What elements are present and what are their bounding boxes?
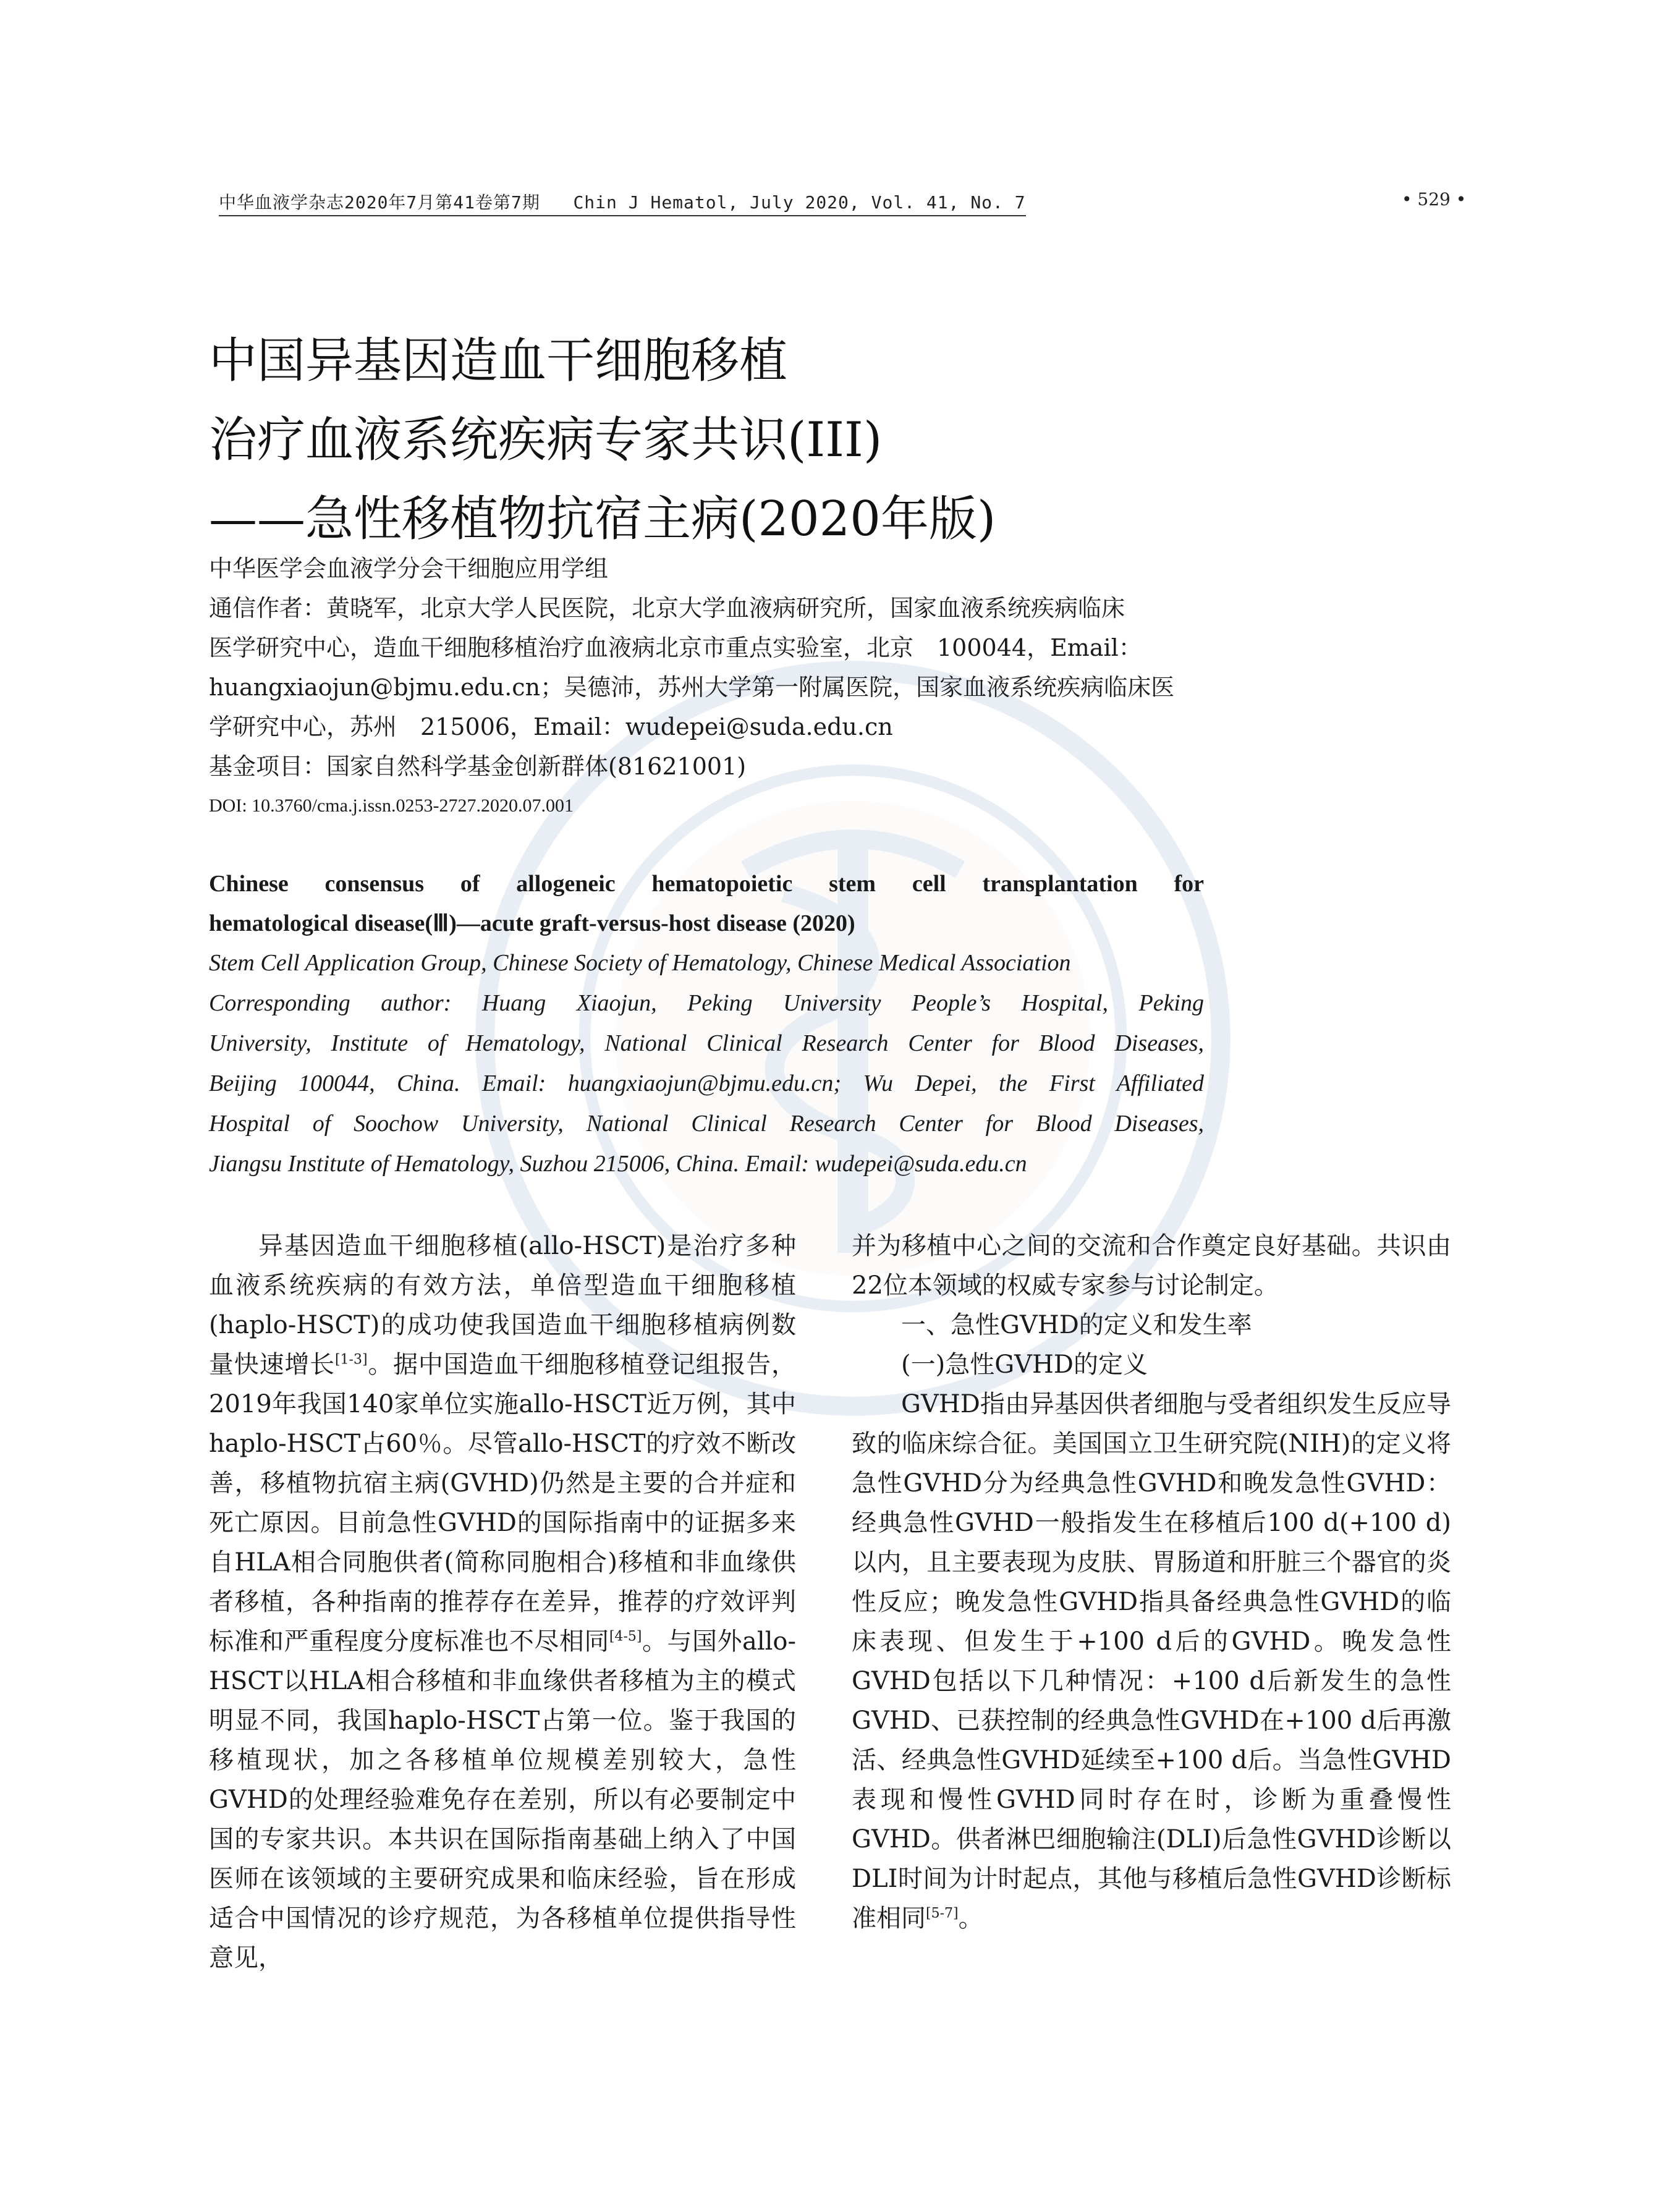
definition-paragraph xyxy=(852,1384,1451,1938)
corresponding-line-4: 学研究中心，苏州 215006，Email：wudepei@suda.edu.cn xyxy=(209,713,893,740)
funding: 基金项目：国家自然科学基金创新群体(81621001) xyxy=(209,753,747,780)
running-header-rule xyxy=(219,215,1026,216)
article-title xyxy=(209,321,1260,559)
english-corr-line-5: Jiangsu Institute of Hematology, Suzhou 215006, China. Email: wudepei@suda.edu.cn xyxy=(209,1151,1027,1177)
corresponding-line-2: 医学研究中心，造血干细胞移植治疗血液病北京市重点实验室，北京 100044，Email： xyxy=(209,634,1142,661)
english-corr-line-4: Hospital of Soochow University, National Clinical Research Center for Blood Diseases, xyxy=(209,1111,1204,1137)
citation-4-5: [4-5] xyxy=(609,1629,642,1645)
corresponding-line-1: 通信作者：黄晓军，北京大学人民医院，北京大学血液病研究所，国家血液系统疾病临床 xyxy=(209,595,1125,622)
english-corr-line-3: Beijing 100044, China. Email: huangxiaojun@bjmu.edu.cn; Wu Depei, the First Affiliated xyxy=(209,1070,1204,1096)
running-header xyxy=(219,189,1026,214)
intro-text-a: 异基因造血干细胞移植(allo-HSCT)是治疗多种血液系统疾病的有效方法，单倍型造血干细胞移植(haplo-HSCT)的成功使我国造血干细胞移植病例数量快速增长 xyxy=(209,1232,796,1379)
section-heading-1: 一、急性GVHD的定义和发生率 xyxy=(901,1311,1252,1339)
intro-continuation: 并为移植中心之间的交流和合作奠定良好基础。共识由22位本领域的权威专家参与讨论制定。 xyxy=(852,1232,1451,1300)
running-header-journal: 中华血液学杂志2020年7月第41卷第7期 xyxy=(219,192,540,213)
running-header-en: Chin J Hematol, July 2020, Vol. 41, No. 7 xyxy=(573,192,1026,213)
english-corr-line-2: University, Institute of Hematology, National Clinical Research Center for Blood Diseases, xyxy=(209,1030,1204,1056)
doi: DOI: 10.3760/cma.j.issn.0253-2727.2020.07.001 xyxy=(209,795,574,816)
english-author-group: Stem Cell Application Group, Chinese Society of Hematology, Chinese Medical Association xyxy=(209,950,1071,976)
intro-paragraph xyxy=(209,1226,796,1978)
citation-1-3: [1-3] xyxy=(334,1352,368,1368)
english-title-line-1: Chinese consensus of allogeneic hematopoietic stem cell transplantation for xyxy=(209,871,1204,897)
definition-end: 。 xyxy=(958,1904,983,1933)
intro-text-c: 。与国外allo-HSCT以HLA相合移植和非血缘供者移植为主的模式明显不同，我国haplo-HSCT占第一位。鉴于我国的移植现状，加之各移植单位规模差别较大，急性GVHD的处理经验难免存在差别，所以有必要制定中国的专家共识。本共识在国际指南基础上纳入了中国医师在该领域的主要研究成果和临床经验，旨在形成适合中国情况的诊疗规范，为各移植单位提供指导性意见， xyxy=(209,1627,797,1972)
body-column-right xyxy=(852,1226,1451,1938)
english-corr-line-1: Corresponding author: Huang Xiaojun, Peking University People’s Hospital, Peking xyxy=(209,990,1204,1016)
section-heading-1-1: (一)急性GVHD的定义 xyxy=(901,1350,1148,1379)
title-line-1: 中国异基因造血干细胞移植 xyxy=(209,333,788,389)
page-number: • 529 • xyxy=(1402,189,1467,210)
corresponding-line-3: huangxiaojun@bjmu.edu.cn；吴德沛，苏州大学第一附属医院，国家血液系统疾病临床医 xyxy=(209,674,1175,701)
title-line-2: 治疗血液系统疾病专家共识(III) xyxy=(209,412,883,468)
intro-text-b: 。据中国造血干细胞移植登记组报告，2019年我国140家单位实施allo-HSCT近万例，其中haplo-HSCT占60％。尽管allo-HSCT的疗效不断改善，移植物抗宿主病(GVHD)仍然是主要的合并症和死亡原因。目前急性GVHD的国际指南中的证据多来自HLA相合同胞供者(简称同胞相合)移植和非血缘供者移植，各种指南的推荐存在差异，推荐的疗效评判标准和严重程度分度标准也不尽相同 xyxy=(209,1350,797,1656)
english-title-line-2: hematological disease(Ⅲ)—acute graft-versus-host disease (2020) xyxy=(209,910,855,936)
definition-text: GVHD指由异基因供者细胞与受者组织发生反应导致的临床综合征。美国国立卫生研究院(NIH)的定义将急性GVHD分为经典急性GVHD和晚发急性GVHD：经典急性GVHD一般指发生在移植后100 d(+100 d)以内，且主要表现为皮肤、胃肠道和肝脏三个器官的炎性反应；晚发急性GVHD指具备经典急性GVHD的临床表现、但发生于+100 d后的GVHD。晚发急性GVHD包括以下几种情况：+100 d后新发生的急性GVHD、已获控制的经典急性GVHD在+100 d后再激活、经典急性GVHD延续至+100 d后。当急性GVHD表现和慢性GVHD同时存在时，诊断为重叠慢性GVHD。供者淋巴细胞输注(DLI)后急性GVHD诊断以DLI时间为计时起点，其他与移植后急性GVHD诊断标准相同 xyxy=(852,1390,1451,1933)
chinese-metadata xyxy=(209,549,1222,826)
english-metadata xyxy=(209,864,1204,1184)
author-group: 中华医学会血液学分会干细胞应用学组 xyxy=(209,555,609,582)
title-line-3: ——急性移植物抗宿主病(2020年版) xyxy=(209,491,996,547)
citation-5-7: [5-7] xyxy=(926,1905,959,1922)
body-column-left xyxy=(209,1226,796,1978)
